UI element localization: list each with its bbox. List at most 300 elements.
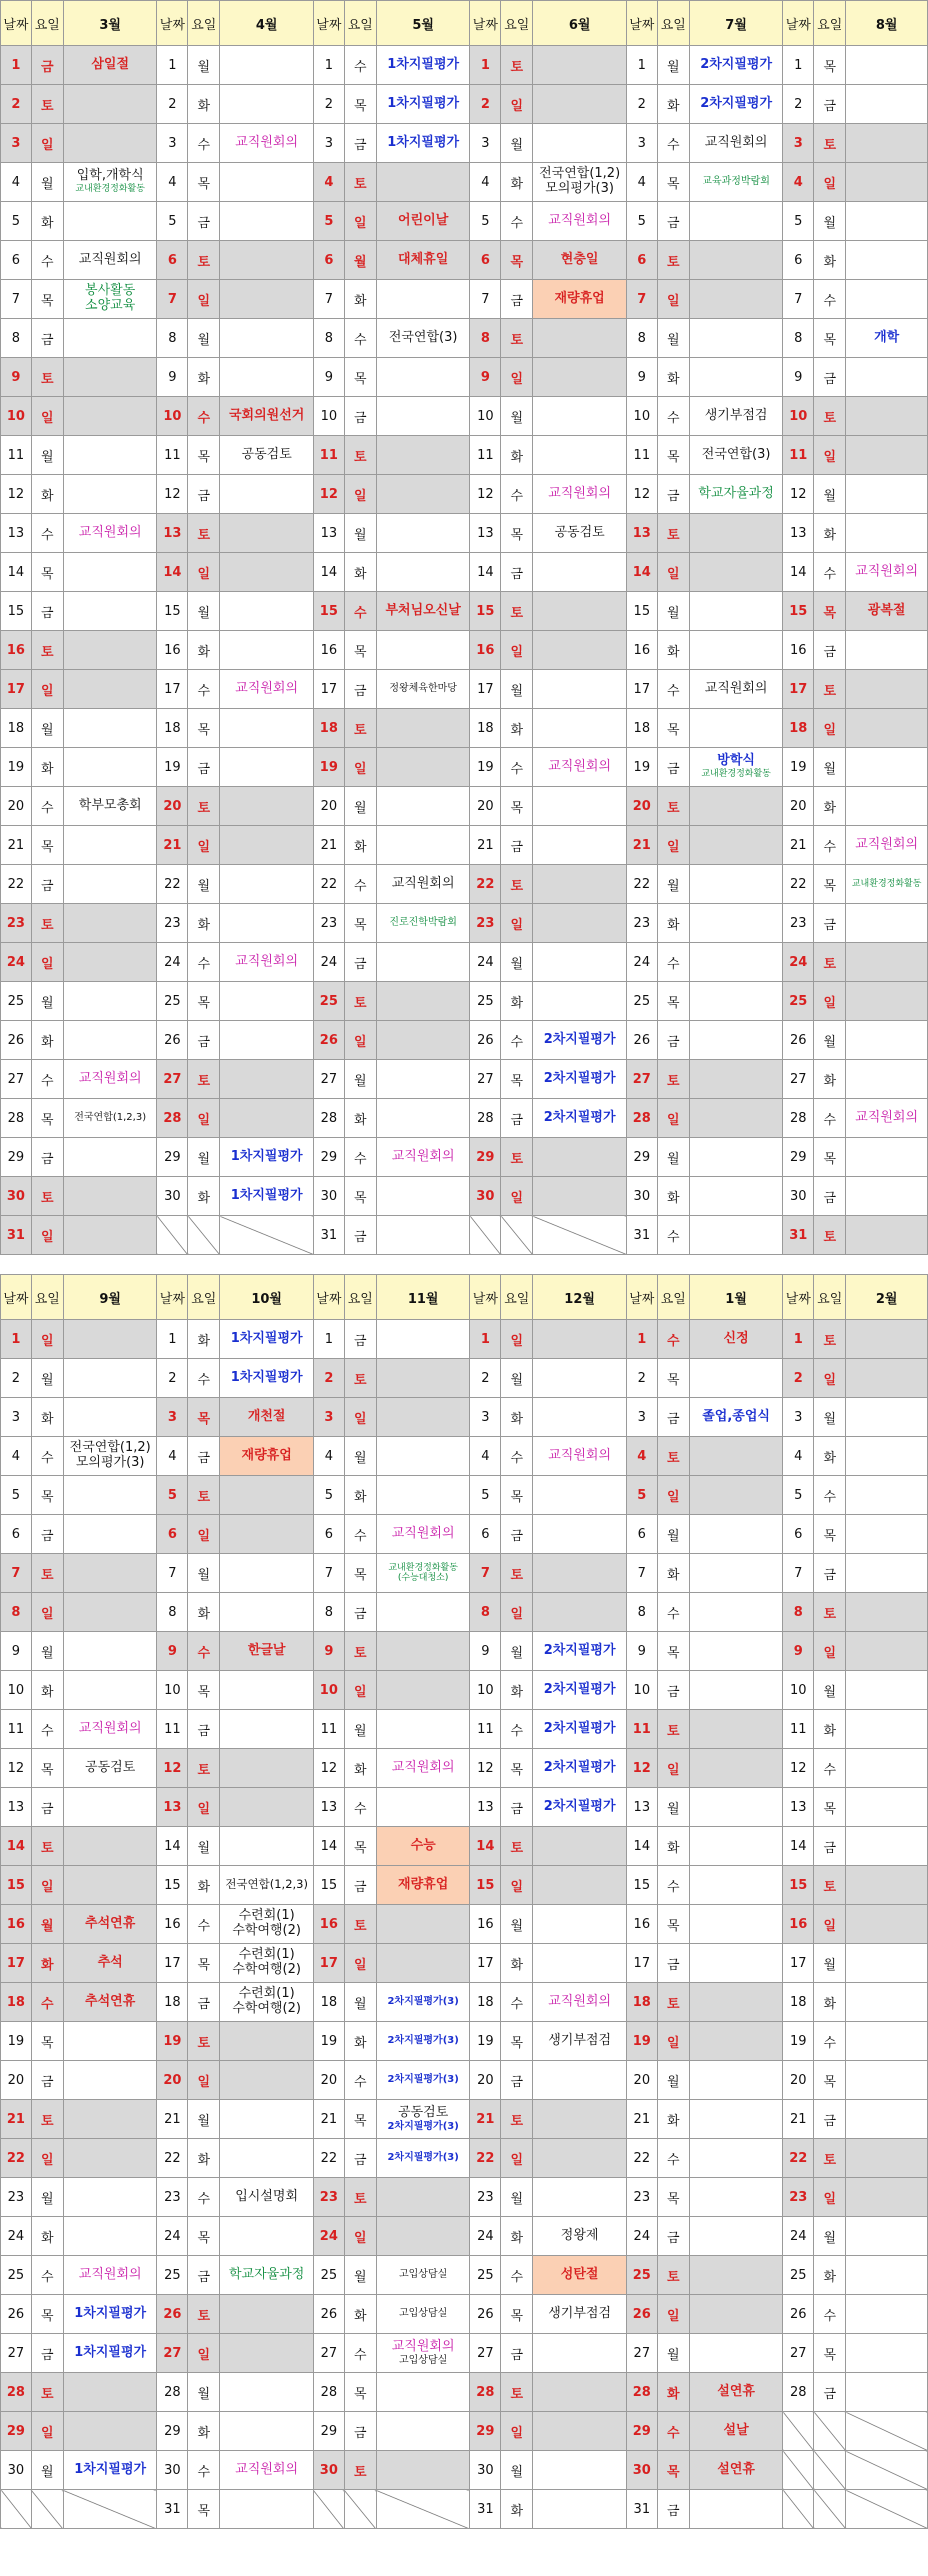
day-number: 10 (313, 397, 344, 436)
weekday: 금 (657, 202, 689, 241)
event-cell (846, 1554, 928, 1593)
weekday: 월 (814, 475, 846, 514)
event-cell (533, 2217, 627, 2256)
event-cell (689, 241, 783, 280)
calendar-row (1, 280, 928, 319)
event-cell (846, 2256, 928, 2295)
month-title: 12월 (533, 1275, 627, 1320)
weekday: 목 (344, 1177, 376, 1216)
day-number: 24 (783, 943, 814, 982)
event-cell (376, 2061, 470, 2100)
weekday: 목 (31, 2295, 63, 2334)
event-cell (63, 124, 157, 163)
calendar-row (1, 1177, 928, 1216)
month-title: 1월 (689, 1275, 783, 1320)
day-column-header: 날짜 (1, 1, 32, 46)
weekday: 토 (344, 2178, 376, 2217)
weekday: 수 (657, 2412, 689, 2451)
weekday: 수 (344, 319, 376, 358)
day-number: 2 (157, 1359, 188, 1398)
event-cell (846, 1866, 928, 1905)
event-label: 모의평가(3) (545, 181, 614, 196)
weekday: 월 (344, 787, 376, 826)
event-cell (533, 280, 627, 319)
event-label: 1차지필평가 (230, 1148, 303, 1164)
event-cell (220, 1710, 314, 1749)
day-number: 15 (1, 1866, 32, 1905)
weekday: 토 (501, 1827, 533, 1866)
day-number: 25 (157, 982, 188, 1021)
day-number: 1 (626, 1320, 657, 1359)
event-cell (376, 1398, 470, 1437)
day-number: 19 (626, 748, 657, 787)
event-cell (846, 631, 928, 670)
day-number: 24 (470, 2217, 501, 2256)
day-number: 3 (783, 1398, 814, 1437)
day-number: 26 (783, 1021, 814, 1060)
event-cell (689, 1905, 783, 1944)
day-number: 7 (626, 1554, 657, 1593)
weekday: 화 (344, 2022, 376, 2061)
weekday: 수 (501, 2256, 533, 2295)
weekday: 수 (188, 2451, 220, 2490)
event-cell (376, 2100, 470, 2139)
calendar-row (1, 553, 928, 592)
event-cell (533, 202, 627, 241)
event-cell (533, 943, 627, 982)
weekday: 월 (501, 1359, 533, 1398)
calendar-row (1, 2412, 928, 2451)
weekday: 화 (344, 553, 376, 592)
event-cell (376, 2178, 470, 2217)
day-number: 20 (626, 2061, 657, 2100)
event-cell (376, 1138, 470, 1177)
day-number: 12 (783, 1749, 814, 1788)
weekday: 월 (188, 2373, 220, 2412)
event-cell (689, 202, 783, 241)
weekday: 금 (814, 1554, 846, 1593)
weekday: 월 (657, 1515, 689, 1554)
event-cell (376, 1749, 470, 1788)
calendar-row (1, 46, 928, 85)
day-number: 25 (626, 982, 657, 1021)
day-number: 22 (157, 2139, 188, 2178)
day-number: 20 (1, 2061, 32, 2100)
month-title: 6월 (533, 1, 627, 46)
day-number: 22 (783, 865, 814, 904)
event-cell (533, 475, 627, 514)
day-number: 2 (626, 1359, 657, 1398)
day-number: 28 (157, 2373, 188, 2412)
day-number: 3 (157, 124, 188, 163)
weekday: 목 (501, 514, 533, 553)
day-number: 3 (313, 1398, 344, 1437)
weekday: 금 (501, 1515, 533, 1554)
event-cell (376, 592, 470, 631)
weekday: 수 (344, 592, 376, 631)
weekday: 수 (31, 2256, 63, 2295)
day-number: 6 (1, 1515, 32, 1554)
day-number: 6 (313, 1515, 344, 1554)
event-cell (846, 436, 928, 475)
empty-cell (31, 2490, 63, 2529)
day-column-header: 날짜 (783, 1, 814, 46)
day-number: 17 (470, 1944, 501, 1983)
day-number: 25 (783, 2256, 814, 2295)
day-number: 3 (313, 124, 344, 163)
event-cell (63, 436, 157, 475)
weekday: 토 (31, 1177, 63, 1216)
weekday: 수 (657, 124, 689, 163)
weekday: 일 (814, 709, 846, 748)
day-number: 24 (470, 943, 501, 982)
event-cell (846, 1749, 928, 1788)
day-number: 20 (313, 2061, 344, 2100)
weekday: 화 (814, 514, 846, 553)
event-cell (689, 2412, 783, 2451)
event-cell (533, 1320, 627, 1359)
weekday: 수 (657, 1320, 689, 1359)
weekday: 목 (344, 1827, 376, 1866)
weekday: 금 (344, 2412, 376, 2451)
event-cell (846, 1905, 928, 1944)
event-cell (376, 709, 470, 748)
day-number: 9 (1, 1632, 32, 1671)
event-cell (376, 85, 470, 124)
day-number: 18 (783, 1983, 814, 2022)
weekday-column-header: 요일 (657, 1275, 689, 1320)
event-cell (533, 1099, 627, 1138)
day-number: 6 (157, 241, 188, 280)
event-label: 개천절 (247, 1408, 286, 1424)
day-number: 9 (783, 1632, 814, 1671)
day-number: 29 (1, 1138, 32, 1177)
event-cell (846, 1320, 928, 1359)
event-cell (689, 1515, 783, 1554)
event-cell (846, 2139, 928, 2178)
event-label: 2차지필평가 (543, 1109, 616, 1125)
day-number: 19 (1, 2022, 32, 2061)
weekday: 일 (814, 982, 846, 1021)
weekday: 토 (31, 631, 63, 670)
weekday-column-header: 요일 (188, 1, 220, 46)
weekday: 금 (814, 1177, 846, 1216)
day-number: 8 (1, 1593, 32, 1632)
day-number: 1 (157, 46, 188, 85)
event-label: 교직원회의 (78, 2266, 142, 2282)
event-label: 설연휴 (717, 2461, 755, 2477)
event-cell (533, 2334, 627, 2373)
weekday: 월 (501, 2178, 533, 2217)
day-number: 25 (626, 2256, 657, 2295)
day-number: 18 (313, 1983, 344, 2022)
calendar-section-sep-feb (0, 1274, 928, 2529)
day-number: 29 (470, 2412, 501, 2451)
day-number: 19 (313, 748, 344, 787)
empty-cell (846, 2451, 928, 2490)
event-cell (376, 982, 470, 1021)
event-cell (376, 748, 470, 787)
event-cell (63, 1437, 157, 1476)
weekday: 목 (344, 2373, 376, 2412)
day-number: 8 (470, 1593, 501, 1632)
event-cell (63, 1320, 157, 1359)
event-cell (846, 1359, 928, 1398)
event-cell (220, 1515, 314, 1554)
day-number: 24 (626, 2217, 657, 2256)
event-cell (220, 2022, 314, 2061)
event-cell (63, 475, 157, 514)
event-label: 생기부점검 (548, 2032, 612, 2048)
day-number: 27 (157, 2334, 188, 2373)
day-number: 22 (470, 865, 501, 904)
weekday: 목 (814, 1788, 846, 1827)
weekday: 월 (344, 1060, 376, 1099)
day-number: 26 (157, 2295, 188, 2334)
day-number: 16 (470, 1905, 501, 1944)
day-number: 19 (1, 748, 32, 787)
weekday: 금 (501, 280, 533, 319)
event-cell (63, 241, 157, 280)
weekday: 일 (31, 943, 63, 982)
weekday: 화 (501, 982, 533, 1021)
day-number: 13 (157, 1788, 188, 1827)
event-cell (63, 553, 157, 592)
weekday: 화 (657, 85, 689, 124)
event-cell (63, 2412, 157, 2451)
weekday: 월 (31, 436, 63, 475)
day-number: 2 (157, 85, 188, 124)
day-number: 10 (470, 397, 501, 436)
event-cell (220, 2178, 314, 2217)
event-cell (376, 2334, 470, 2373)
day-number: 10 (783, 397, 814, 436)
weekday: 일 (501, 631, 533, 670)
event-label: 교직원회의 (704, 134, 768, 150)
event-cell (220, 46, 314, 85)
day-number: 16 (157, 1905, 188, 1944)
weekday: 목 (31, 553, 63, 592)
event-cell (846, 1983, 928, 2022)
event-cell (63, 2451, 157, 2490)
event-label: 1차지필평가 (387, 134, 460, 150)
event-cell (376, 46, 470, 85)
day-number: 15 (1, 592, 32, 631)
event-cell (846, 1827, 928, 1866)
weekday: 목 (657, 163, 689, 202)
day-number: 26 (470, 1021, 501, 1060)
calendar-row (1, 826, 928, 865)
day-number: 15 (157, 592, 188, 631)
weekday: 목 (188, 1671, 220, 1710)
weekday: 화 (501, 2217, 533, 2256)
event-cell (689, 358, 783, 397)
event-cell (63, 709, 157, 748)
event-cell (846, 826, 928, 865)
event-label: 어린이날 (398, 212, 449, 228)
weekday: 화 (657, 1177, 689, 1216)
weekday: 수 (657, 1866, 689, 1905)
weekday: 금 (188, 2256, 220, 2295)
event-cell (533, 1398, 627, 1437)
event-cell (689, 1593, 783, 1632)
event-cell (376, 1671, 470, 1710)
empty-cell (376, 2490, 470, 2529)
event-cell (689, 514, 783, 553)
weekday: 토 (188, 2022, 220, 2061)
weekday-column-header: 요일 (344, 1, 376, 46)
day-number: 30 (1, 2451, 32, 2490)
event-cell (376, 826, 470, 865)
day-number: 19 (470, 748, 501, 787)
day-number: 3 (157, 1398, 188, 1437)
empty-cell (814, 2412, 846, 2451)
event-cell (220, 1437, 314, 1476)
day-number: 22 (626, 865, 657, 904)
event-cell (376, 553, 470, 592)
event-cell (63, 1099, 157, 1138)
event-label: 2차지필평가 (700, 56, 773, 72)
weekday: 화 (814, 787, 846, 826)
event-cell (533, 2256, 627, 2295)
weekday: 토 (344, 436, 376, 475)
day-number: 10 (1, 397, 32, 436)
weekday: 화 (501, 436, 533, 475)
event-cell (689, 1866, 783, 1905)
event-cell (846, 592, 928, 631)
weekday: 수 (501, 1437, 533, 1476)
weekday: 수 (188, 124, 220, 163)
day-number: 29 (783, 1138, 814, 1177)
day-number: 1 (626, 46, 657, 85)
day-number: 24 (157, 943, 188, 982)
event-cell (533, 1515, 627, 1554)
day-number: 26 (626, 2295, 657, 2334)
event-label: 교직원회의 (391, 875, 455, 891)
day-number: 15 (783, 1866, 814, 1905)
event-cell (376, 514, 470, 553)
event-cell (846, 1060, 928, 1099)
weekday: 수 (188, 670, 220, 709)
day-number: 27 (313, 2334, 344, 2373)
event-cell (689, 397, 783, 436)
weekday: 목 (501, 2022, 533, 2061)
day-number: 6 (470, 241, 501, 280)
event-cell (63, 46, 157, 85)
month-title: 5월 (376, 1, 470, 46)
event-cell (689, 2139, 783, 2178)
event-cell (846, 397, 928, 436)
event-cell (689, 1944, 783, 1983)
weekday: 화 (814, 1437, 846, 1476)
day-number: 12 (470, 475, 501, 514)
event-cell (63, 280, 157, 319)
event-cell (689, 2334, 783, 2373)
weekday: 월 (188, 1827, 220, 1866)
weekday: 토 (814, 2139, 846, 2178)
day-number: 16 (626, 631, 657, 670)
event-cell (689, 2490, 783, 2529)
day-number: 29 (1, 2412, 32, 2451)
weekday: 수 (188, 1905, 220, 1944)
calendar-row (1, 436, 928, 475)
day-number: 17 (783, 670, 814, 709)
event-cell (376, 2139, 470, 2178)
event-cell (63, 2217, 157, 2256)
day-number: 22 (470, 2139, 501, 2178)
empty-cell (814, 2451, 846, 2490)
weekday: 월 (657, 1788, 689, 1827)
event-label: 1차지필평가 (387, 56, 460, 72)
weekday: 화 (31, 1671, 63, 1710)
event-cell (689, 1060, 783, 1099)
weekday: 화 (188, 631, 220, 670)
weekday: 일 (188, 1099, 220, 1138)
day-number: 30 (470, 2451, 501, 2490)
day-column-header: 날짜 (783, 1275, 814, 1320)
day-number: 2 (470, 1359, 501, 1398)
day-number: 25 (1, 982, 32, 1021)
event-cell (846, 2100, 928, 2139)
weekday: 화 (344, 1749, 376, 1788)
weekday: 월 (344, 2256, 376, 2295)
event-cell (376, 1827, 470, 1866)
event-cell (689, 865, 783, 904)
event-cell (846, 1437, 928, 1476)
weekday: 금 (31, 46, 63, 85)
empty-cell (157, 1216, 188, 1255)
event-cell (533, 787, 627, 826)
event-cell (689, 1554, 783, 1593)
day-number: 2 (1, 1359, 32, 1398)
day-number: 24 (1, 943, 32, 982)
event-cell (220, 1983, 314, 2022)
day-number: 25 (1, 2256, 32, 2295)
event-label: 1차지필평가 (230, 1369, 303, 1385)
weekday: 토 (31, 2373, 63, 2412)
day-number: 4 (1, 163, 32, 202)
event-cell (533, 124, 627, 163)
day-number: 20 (157, 787, 188, 826)
event-cell (376, 2295, 470, 2334)
weekday: 토 (501, 2100, 533, 2139)
day-number: 21 (313, 2100, 344, 2139)
event-cell (220, 2100, 314, 2139)
calendar-row (1, 709, 928, 748)
event-cell (63, 85, 157, 124)
day-number: 9 (313, 1632, 344, 1671)
day-column-header: 날짜 (157, 1, 188, 46)
weekday: 월 (501, 670, 533, 709)
event-cell (689, 1671, 783, 1710)
event-cell (220, 1177, 314, 1216)
event-label: 설날 (723, 2422, 749, 2438)
event-cell (846, 748, 928, 787)
day-number: 17 (1, 1944, 32, 1983)
weekday: 일 (657, 280, 689, 319)
event-cell (846, 241, 928, 280)
weekday: 월 (188, 592, 220, 631)
day-column-header: 날짜 (470, 1275, 501, 1320)
weekday: 월 (501, 2451, 533, 2490)
event-label: 고입상담실 (398, 2269, 448, 2281)
day-number: 5 (157, 1476, 188, 1515)
day-number: 25 (313, 982, 344, 1021)
day-number: 9 (157, 358, 188, 397)
event-label: 고입상담실 (398, 2354, 448, 2366)
day-number: 29 (626, 1138, 657, 1177)
event-label: 2차지필평가 (543, 1720, 616, 1736)
